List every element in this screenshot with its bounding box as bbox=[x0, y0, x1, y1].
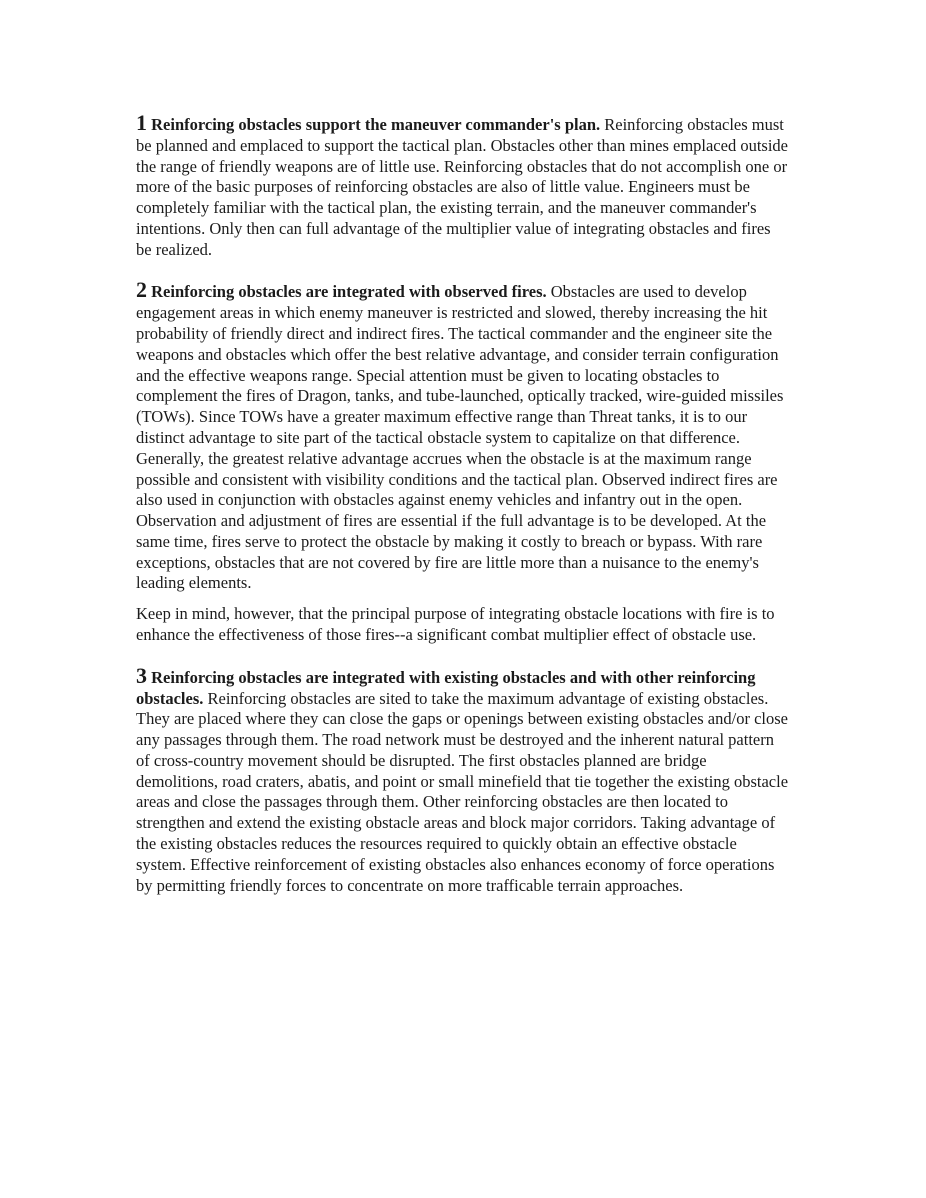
section-2-paragraph bbox=[136, 279, 790, 594]
section-2-number: 2 bbox=[136, 277, 147, 303]
section-2-continuation: Keep in mind, however, that the principal purpose of integrating obstacle locations with fire is to enhance the effectiveness of those fires--a significant combat multiplier effect of obstacle use. bbox=[136, 604, 775, 644]
section-3 bbox=[136, 662, 790, 897]
section-1 bbox=[136, 112, 790, 260]
section-1-body: Reinforcing obstacles must be planned and emplaced to support the tactical plan. Obstacles other than mines emplaced outside the range of friendly weapons are of little use. Reinforcing obstacles that do not accomplish one or more of the basic purposes of reinforcing obstacles are also of little value. Engineers must be completely familiar with the tactical plan, the existing terrain, and the maneuver commander's intentions. Only then can full advantage of the multiplier value of integrating obstacles and fires be realized. bbox=[136, 115, 788, 259]
section-2 bbox=[136, 279, 790, 645]
section-3-body: Reinforcing obstacles are sited to take the maximum advantage of existing obstacles. They are placed where they can close the gaps or openings between existing obstacles and/or close any passages through them. The road network must be destroyed and the inherent natural pattern of cross-country movement should be disrupted. The first obstacles planned are bridge demolitions, road craters, abatis, and point or small minefield that tie together the existing obstacle areas and close the passages through them. Other reinforcing obstacles are then located to strengthen and extend the existing obstacle areas and block major corridors. Taking advantage of the existing obstacles reduces the resources required to quickly obtain an effective obstacle system. Effective reinforcement of existing obstacles also enhances economy of force operations by permitting friendly forces to concentrate on more trafficable terrain approaches. bbox=[136, 688, 789, 895]
section-3-heading: Reinforcing obstacles are integrated with existing obstacles and with other reinforcing obstacles. bbox=[136, 667, 756, 708]
section-2-heading: Reinforcing obstacles are integrated with observed fires. bbox=[151, 282, 547, 302]
section-3-paragraph bbox=[136, 662, 790, 897]
section-1-paragraph bbox=[136, 112, 790, 260]
section-2-body: Obstacles are used to develop engagement areas in which enemy maneuver is restricted and slowed, thereby increasing the hit probability of friendly direct and indirect fires. The tactical commander and the engineer site the weapons and obstacles which offer the best relative advantage, and consider terrain configuration and the effective weapons range. Special attention must be given to locating obstacles to complement the fires of Dragon, tanks, and tube-launched, optically tracked, wire-guided missiles (TOWs). Since TOWs have a greater maximum effective range than Threat tanks, it is to our distinct advantage to site part of the tactical obstacle system to capitalize on that difference. Generally, the greatest relative advantage accrues when the obstacle is at the maximum range possible and consistent with visibility conditions and the tactical plan. Observed indirect fires are also used in conjunction with obstacles against enemy vehicles and infantry out in the open. Observation and adjustment of fires are essential if the full advantage is to be developed. At the same time, fires serve to protect the obstacle by making it costly to breach or bypass. With rare exceptions, obstacles that are not covered by fire are little more than a nuisance to the enemy's leading elements. bbox=[136, 282, 784, 593]
section-1-heading: Reinforcing obstacles support the maneuver commander's plan. bbox=[151, 115, 601, 134]
section-1-number: 1 bbox=[136, 110, 147, 135]
section-3-number: 3 bbox=[136, 662, 147, 688]
